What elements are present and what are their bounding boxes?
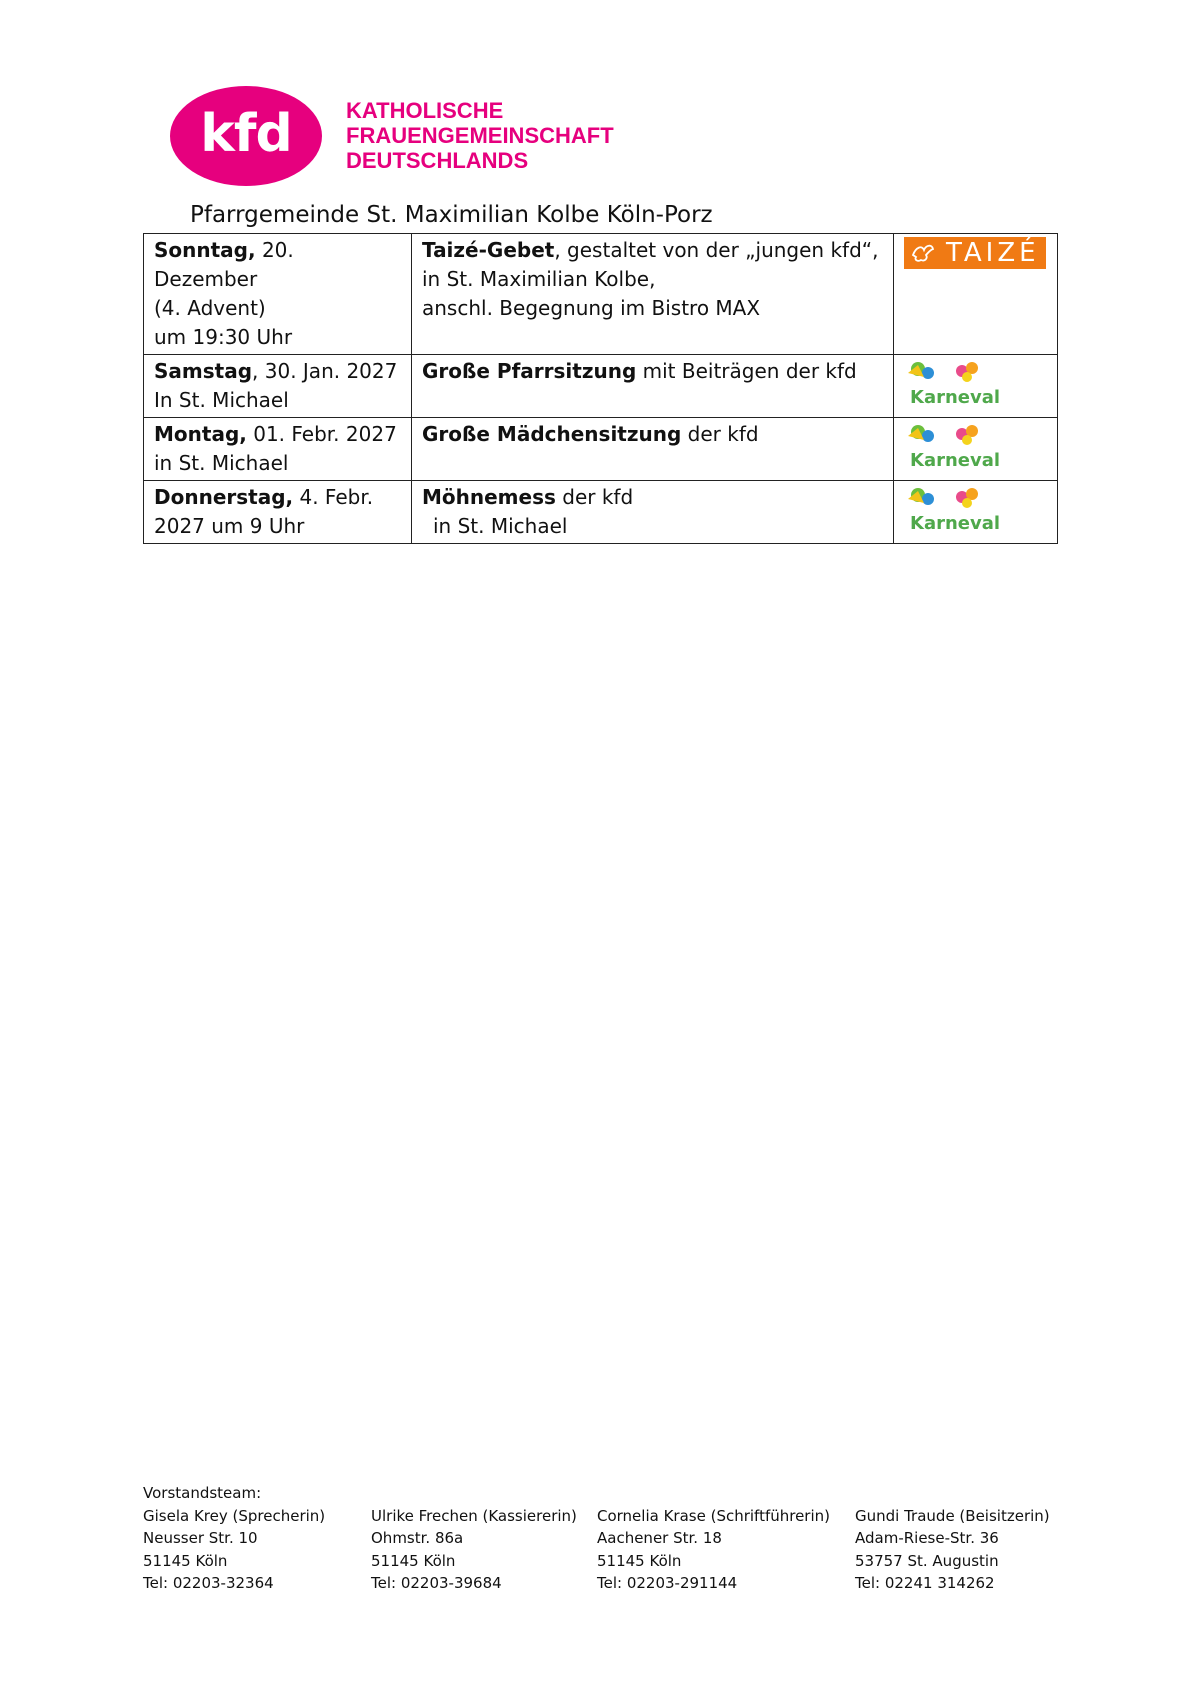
footer-heading: Vorstandsteam: — [143, 1484, 262, 1502]
event-date-rest: , 30. Jan. 2027 — [252, 359, 398, 383]
karneval-logo — [904, 422, 1001, 472]
event-title: Möhnemess — [422, 485, 556, 509]
kfd-logo-wordmark — [346, 98, 614, 173]
logo-line: FRAUENGEMEINSCHAFT — [346, 123, 614, 148]
event-description — [412, 481, 894, 544]
logo-line: DEUTSCHLANDS — [346, 148, 529, 173]
member-city: 51145 Köln — [143, 1551, 228, 1570]
kfd-logo-text: kfd — [200, 104, 292, 164]
event-desc-rest: der kfd — [555, 485, 634, 509]
event-desc-rest: , gestaltet von der „jungen kfd“, — [554, 238, 879, 262]
event-date-line: 2027 um 9 Uhr — [154, 514, 305, 538]
member-phone: Tel: 02203-39684 — [371, 1574, 502, 1592]
member-phone: Tel: 02241 314262 — [855, 1574, 995, 1592]
event-description — [412, 355, 894, 418]
event-date-line: In St. Michael — [154, 388, 289, 412]
event-date-rest: 01. Febr. 2027 — [246, 422, 397, 446]
event-day: Montag, — [154, 422, 247, 446]
karneval-label: Karneval — [910, 387, 1001, 408]
event-date — [144, 481, 412, 544]
member-block — [597, 1505, 830, 1595]
kfd-logo — [170, 86, 322, 186]
table-row — [144, 234, 1058, 355]
event-date-line: um 19:30 Uhr — [154, 325, 293, 349]
member-block — [143, 1505, 325, 1595]
member-city: 51145 Köln — [597, 1551, 682, 1570]
event-date-rest: 4. Febr. — [293, 485, 374, 509]
table-row — [144, 355, 1058, 418]
event-description — [412, 234, 894, 355]
member-block — [855, 1505, 1050, 1595]
karneval-label: Karneval — [910, 450, 1001, 471]
member-street: Aachener Str. 18 — [597, 1529, 722, 1547]
event-date — [144, 234, 412, 355]
event-desc-rest: der kfd — [681, 422, 759, 446]
event-image — [894, 481, 1058, 544]
event-date — [144, 355, 412, 418]
event-title: Große Pfarrsitzung — [422, 359, 637, 383]
event-desc-line: in St. Michael — [433, 514, 568, 538]
event-date-rest: 20. Dezember — [154, 238, 294, 291]
event-day: Donnerstag, — [154, 485, 294, 509]
member-name: Ulrike Frechen (Kassiererin) — [371, 1506, 577, 1525]
table-row — [144, 481, 1058, 544]
member-phone: Tel: 02203-32364 — [143, 1574, 274, 1592]
taize-logo — [904, 237, 1046, 269]
karneval-logo — [904, 485, 1001, 535]
event-date-line: in St. Michael — [154, 451, 289, 475]
event-image — [894, 418, 1058, 481]
member-street: Ohmstr. 86a — [371, 1529, 464, 1547]
member-city: 53757 St. Augustin — [855, 1551, 999, 1570]
member-name: Cornelia Krase (Schriftführerin) — [597, 1506, 831, 1525]
karneval-label: Karneval — [910, 513, 1001, 534]
event-date — [144, 418, 412, 481]
member-street: Neusser Str. 10 — [143, 1529, 258, 1547]
event-day: Sonntag, — [154, 238, 256, 262]
event-desc-line: in St. Maximilian Kolbe, — [422, 267, 656, 291]
table-row — [144, 418, 1058, 481]
event-image — [894, 234, 1058, 355]
event-title: Große Mädchensitzung — [422, 422, 682, 446]
member-block — [371, 1505, 577, 1595]
event-description — [412, 418, 894, 481]
karneval-logo — [904, 359, 1001, 409]
event-title: Taizé-Gebet — [422, 238, 555, 262]
events-table — [143, 233, 1058, 544]
member-city: 51145 Köln — [371, 1551, 456, 1570]
taize-label: TAIZÉ — [946, 237, 1040, 268]
event-image — [894, 355, 1058, 418]
member-phone: Tel: 02203-291144 — [597, 1574, 738, 1592]
event-day: Samstag — [154, 359, 253, 383]
parish-title: Pfarrgemeinde St. Maximilian Kolbe Köln-Porz — [190, 202, 713, 228]
member-street: Adam-Riese-Str. 36 — [855, 1529, 999, 1547]
event-desc-rest: mit Beiträgen der kfd — [636, 359, 857, 383]
footer — [143, 1482, 1063, 1595]
member-name: Gundi Traude (Beisitzerin) — [855, 1506, 1050, 1525]
event-date-line: (4. Advent) — [154, 296, 266, 320]
member-name: Gisela Krey (Sprecherin) — [143, 1506, 326, 1525]
logo-line: KATHOLISCHE — [346, 98, 504, 123]
event-desc-line: anschl. Begegnung im Bistro MAX — [422, 296, 761, 320]
dove-icon — [910, 241, 936, 265]
